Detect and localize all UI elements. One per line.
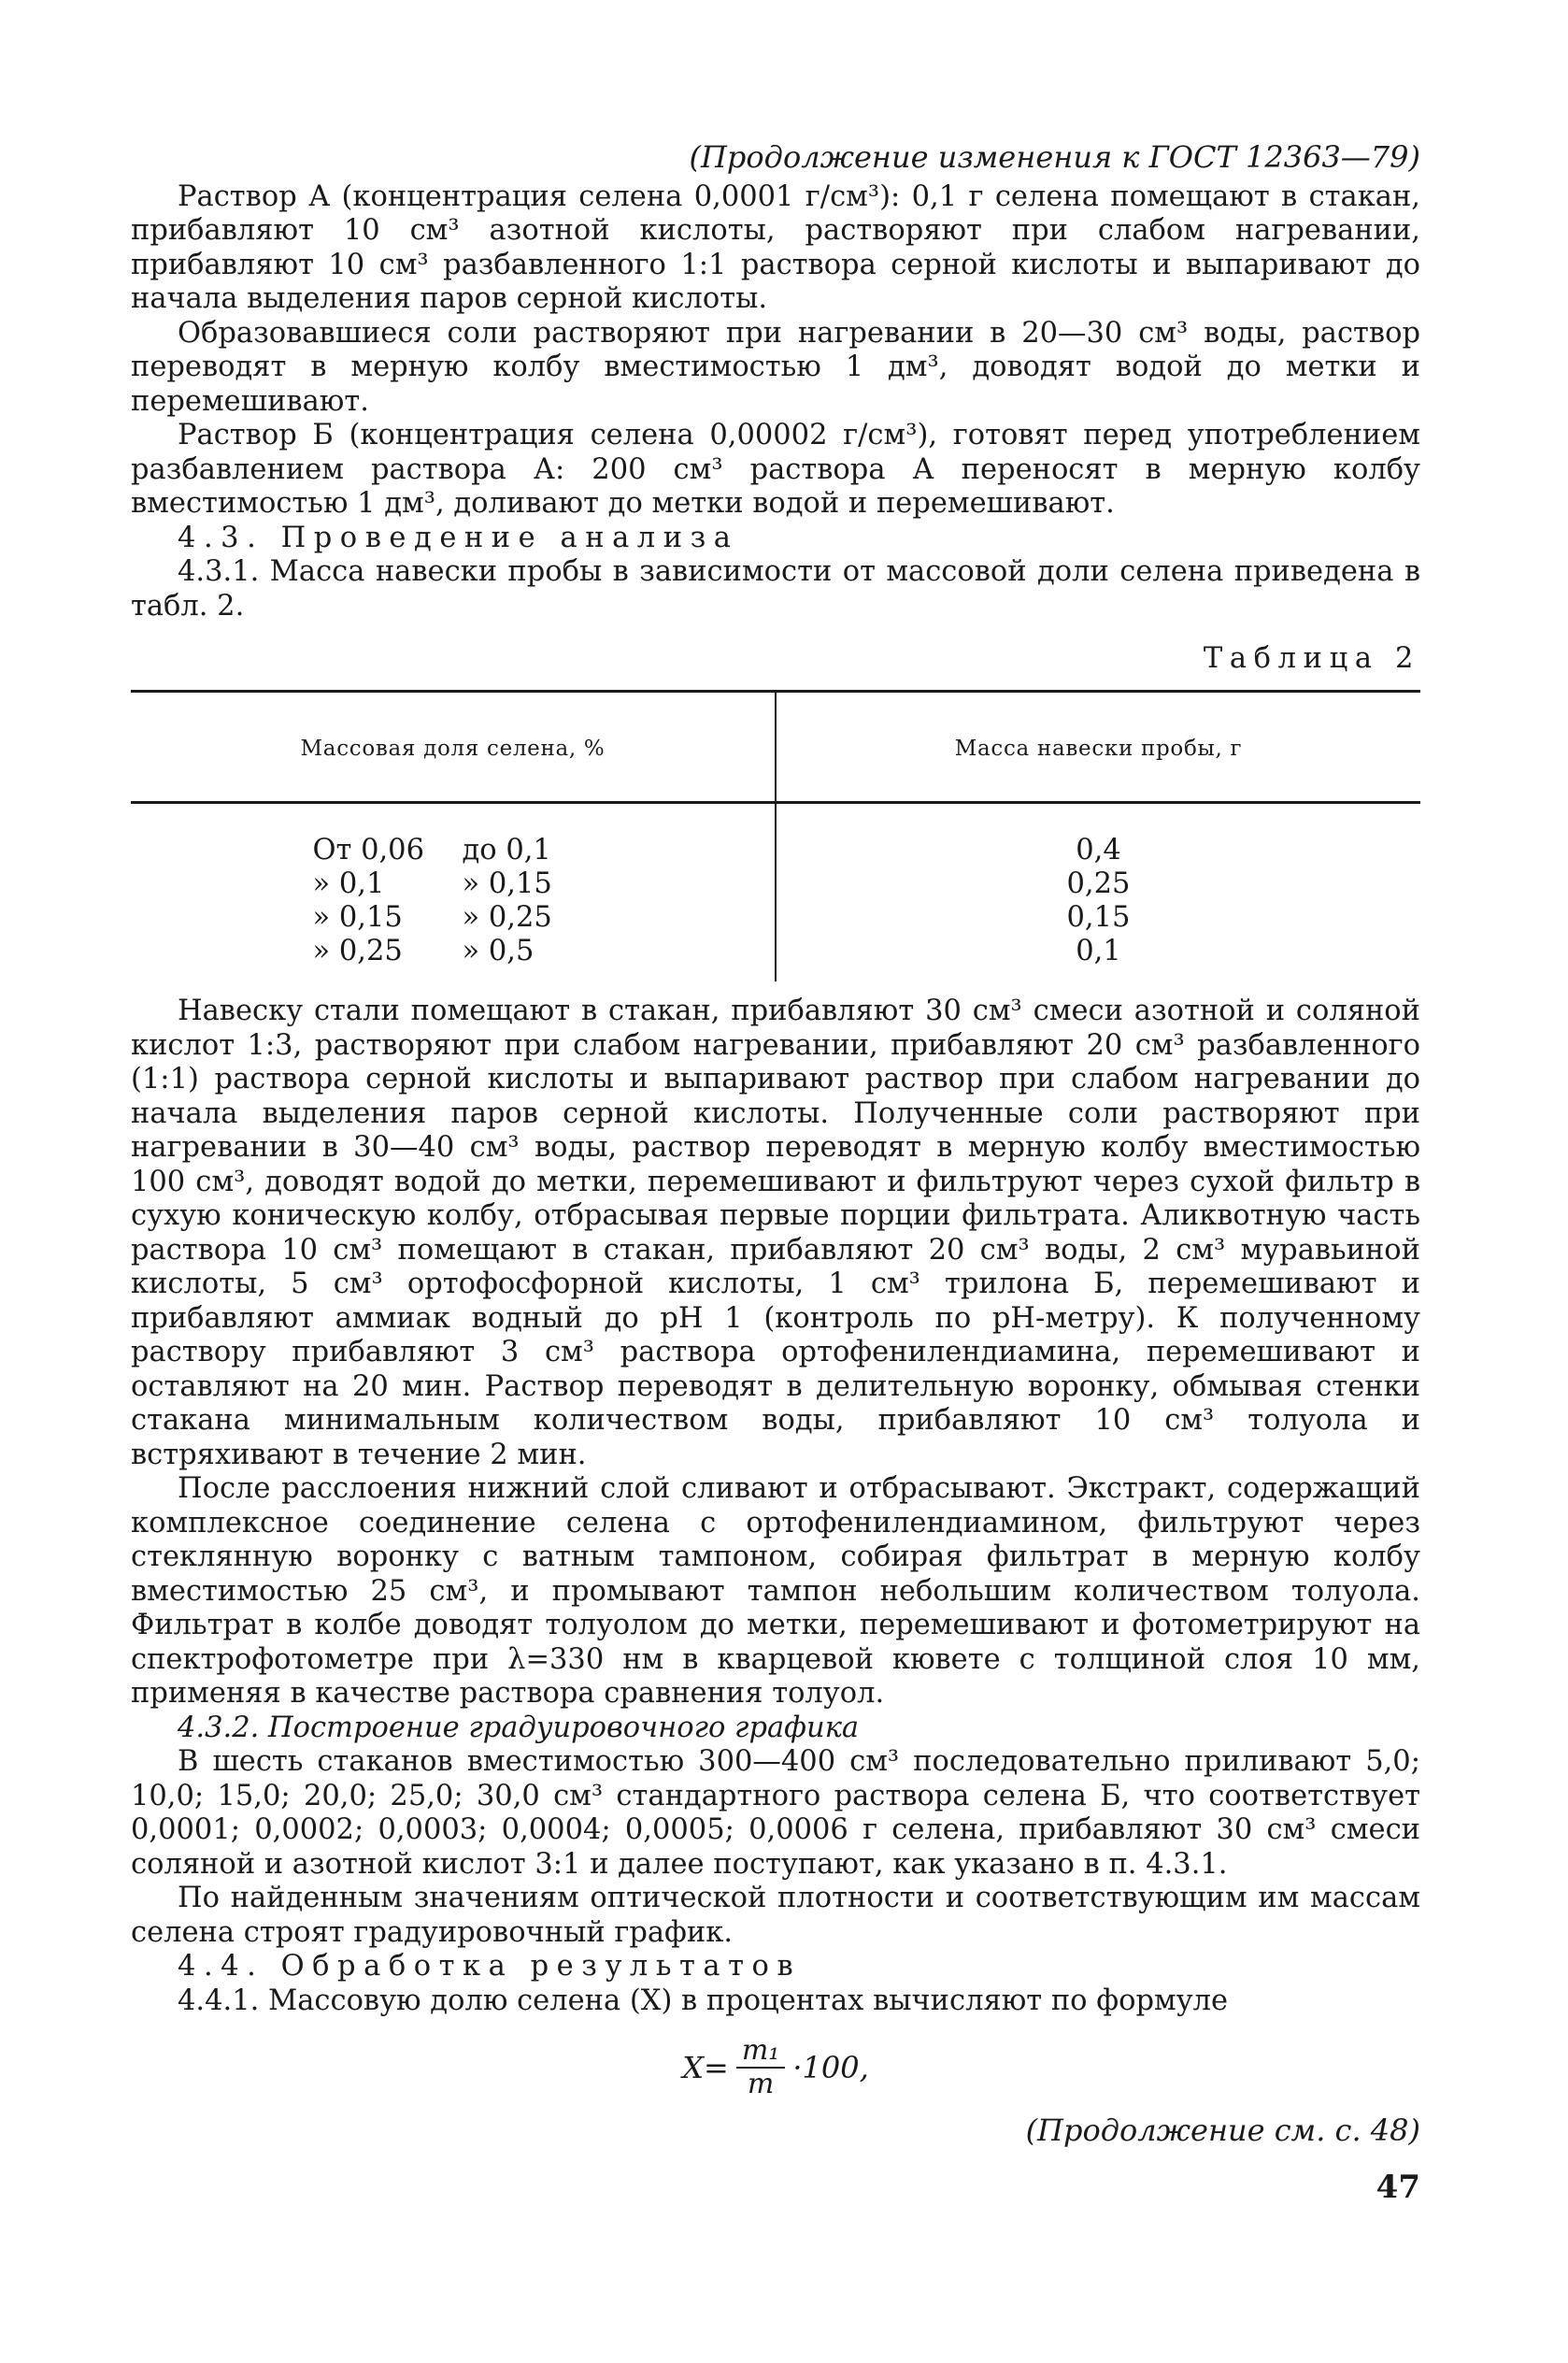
sample-mass-cell [776,803,1420,982]
column-header-sample-mass: Масса навески пробы, г [776,691,1420,803]
range-from: » 0,15 [312,901,403,934]
range-from: » 0,25 [312,935,403,967]
mass-value: 0,15 [1066,901,1131,934]
formula-rhs: ·100, [792,2049,869,2085]
paragraph-solution-a: Раствор А (концентрация селена 0,0001 г/см³): 0,1 г селена помещают в стакан, прибавляют 10 см³ азотной кислоты, растворяют при слабом нагревании, прибавляют 10 см³ разбавленного 1:1 раствора серной кислоты и выпаривают до начала выделения паров серной кислоты. [131,179,1420,315]
paragraph-solution-b: Раствор Б (концентрация селена 0,00002 г/см³), готовят перед употреблением разбавлением раствора А: 200 см³ раствора А переносят в мерную колбу вместимостью 1 дм³, доливают до метки водой и перемешивают. [131,419,1420,520]
table-header-row [131,691,1420,803]
paragraph-calibration-a: В шесть стаканов вместимостью 300—400 см³ последовательно приливают 5,0; 10,0; 15,0; 20,0; 25,0; 30,0 см³ стандартного раствора селена Б, что соответствует 0,0001; 0,0002; 0,0003; 0,0004; 0,0005; 0,0006 г селена, прибавляют 30 см³ смеси соляной и азотной кислот 3:1 и далее поступают, как указано в п. 4.3.1. [131,1745,1420,1881]
table-row [313,901,593,935]
footer-note: (Продолжение см. с. 48) [1025,2112,1420,2148]
column-header-selenium-fraction: Массовая доля селена, % [131,691,776,803]
formula-lhs: X= [682,2049,729,2085]
paragraph-calibration-b: По найденным значениям оптической плотности и соответствующим им массам селена строят градуировочный график. [131,1882,1420,1949]
range-to: » 0,5 [462,935,535,967]
formula [131,2035,1420,2100]
table-row [313,935,593,968]
document-page [131,140,1420,2204]
range-to: » 0,25 [462,901,552,934]
section-heading-4-4: 4.4. Обработка результатов [178,1950,802,1983]
table-row [313,867,593,901]
range-to: до 0,1 [462,834,551,866]
mass-value: 0,1 [1076,935,1121,967]
table-row [313,834,593,867]
page-number: 47 [1376,2168,1420,2206]
range-from: » 0,1 [312,867,385,900]
table-body-row [131,803,1420,982]
paragraph-salts-dissolve: Образовавшиеся соли растворяют при нагревании в 20—30 см³ воды, раствор переводят в мерную колбу вместимостью 1 дм³, доводят водой до метки и перемешивают. [131,316,1420,418]
section-heading-4-3: 4.3. Проведение анализа [178,521,739,554]
section-heading-4-3-2: 4.3.2. Построение градуировочного графика [178,1711,860,1744]
paragraph-sample-prep: Навеску стали помещают в стакан, прибавляют 30 см³ смеси азотной и соляной кислот 1:3, растворяют при слабом нагревании, прибавляют 20 см³ разбавленного (1:1) раствора серной кислоты и выпаривают раствор при слабом нагревании до начала выделения паров серной кислоты. Полученные соли растворяют при нагревании в 30—40 см³ воды, раствор переводят в мерную колбу вместимостью 100 см³, доводят водой до метки, перемешивают и фильтруют через сухой фильтр в сухую коническую колбу, отбрасывая первые порции фильтрата. Аликвотную часть раствора 10 см³ помещают в стакан, прибавляют 20 см³ воды, 2 см³ муравьиной кислоты, 5 см³ ортофосфорной кислоты, 1 см³ трилона Б, перемешивают и прибавляют аммиак водный до pH 1 (контроль по pH-метру). К полученному раствору прибавляют 3 см³ раствора ортофенилендиамина, перемешивают и оставляют на 20 мин. Раствор переводят в делительную воронку, обмывая стенки стакана минимальным количеством воды, прибавляют 10 см³ толуола и встряхивают в течение 2 мин. [131,995,1420,1471]
paragraph-4-3-1: 4.3.1. Масса навески пробы в зависимости от массовой доли селена приведена в табл. 2. [131,555,1420,623]
range-to: » 0,15 [462,867,552,900]
range-from: От 0,06 [312,834,424,866]
paragraph-extraction: После расслоения нижний слой сливают и отбрасывают. Экстракт, содержащий комплексное соединение селена с ортофенилендиамином, фильтруют через стеклянную воронку с ватным тампоном, собирая фильтрат в мерную колбу вместимостью 25 см³, и промывают тампон небольшим количеством толуола. Фильтрат в колбе доводят толуолом до метки, перемешивают и фотометрируют на спектрофотометре при λ=330 нм в кварцевой кювете с толщиной слоя 10 мм, применяя в качестве раствора сравнения толуол. [131,1472,1420,1710]
mass-value: 0,4 [1076,834,1121,866]
header-note: (Продолжение изменения к ГОСТ 12363—79) [689,139,1420,175]
mass-value: 0,25 [1066,867,1131,900]
fraction-range-cell [131,803,776,982]
formula-fraction [736,2035,785,2100]
paragraph-4-4-1: 4.4.1. Массовую долю селена (X) в процентах вычисляют по формуле [178,1983,1229,2017]
sample-mass-table [131,690,1420,982]
formula-denominator: m [747,2068,775,2100]
formula-numerator: m₁ [736,2035,785,2069]
table-caption: Таблица 2 [1203,642,1420,675]
